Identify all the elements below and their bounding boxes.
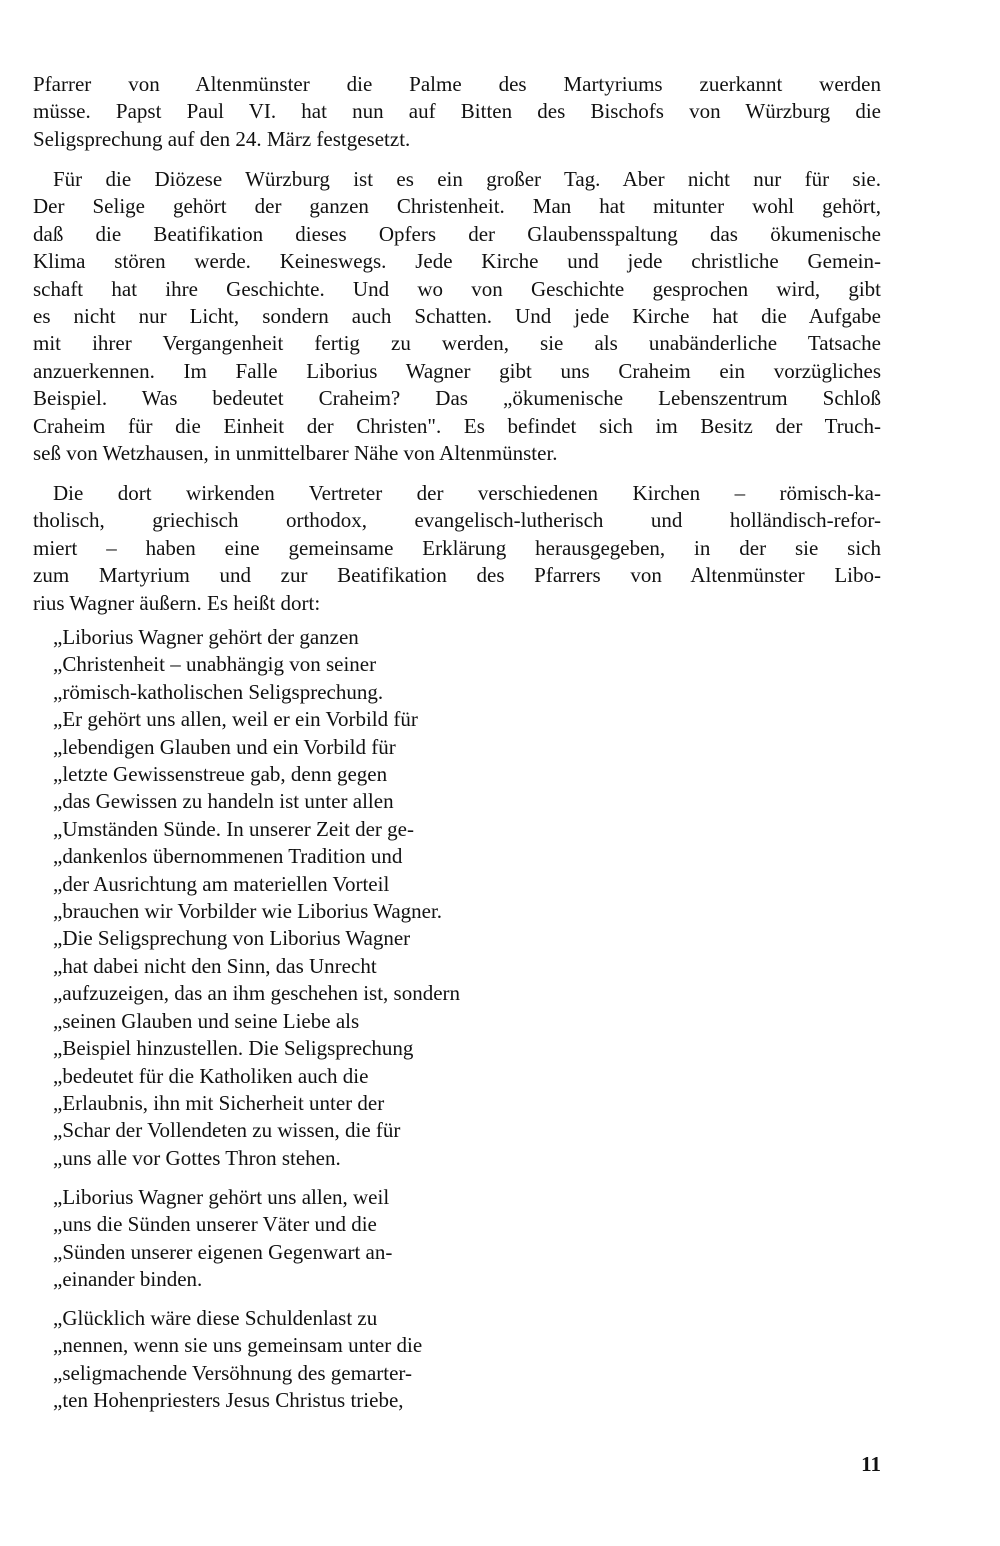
text-line: tholisch, griechisch orthodox, evangelisch-lutherisch und holländisch-refor- bbox=[33, 508, 881, 533]
text-line: schaft hat ihre Geschichte. Und wo von Geschichte gesprochen wird, gibt bbox=[33, 276, 881, 301]
quote-line: „einander binden. bbox=[53, 1267, 203, 1292]
text-line: Für die Diözese Würzburg ist es ein großer Tag. Aber nicht nur für sie. bbox=[53, 167, 881, 191]
quote-line: „Er gehört uns allen, weil er ein Vorbild für bbox=[53, 707, 418, 732]
quote-line: „aufzuzeigen, das an ihm geschehen ist, sondern bbox=[53, 981, 461, 1006]
text-line: zum Martyrium und zur Beatifikation des Pfarrers von Altenmünster Libo- bbox=[33, 563, 881, 588]
quote-line: „uns alle vor Gottes Thron stehen. bbox=[53, 1145, 341, 1170]
quote-line: „dankenlos übernommenen Tradition und bbox=[53, 844, 403, 869]
text-line: daß die Beatifikation dieses Opfers der Glaubensspaltung das ökumenische bbox=[33, 221, 881, 246]
text-line: rius Wagner äußern. Es heißt dort: bbox=[33, 590, 321, 615]
quote-line: „letzte Gewissenstreue gab, denn gegen bbox=[53, 762, 388, 787]
text-line: Klima stören werde. Keineswegs. Jede Kirche und jede christliche Gemein- bbox=[33, 249, 881, 274]
paragraph-3 bbox=[33, 480, 881, 617]
quote-block-3 bbox=[53, 1305, 613, 1415]
quote-line: „das Gewissen zu handeln ist unter allen bbox=[53, 789, 394, 814]
text-line: müsse. Papst Paul VI. hat nun auf Bitten des Bischofs von Würzburg die bbox=[33, 99, 881, 124]
quote-line: „hat dabei nicht den Sinn, das Unrecht bbox=[53, 953, 377, 978]
quote-line: „seligmachende Versöhnung des gemarter- bbox=[53, 1360, 412, 1385]
quote-line: „Umständen Sünde. In unserer Zeit der ge- bbox=[53, 816, 414, 841]
text-line: Craheim für die Einheit der Christen". Es befindet sich im Besitz der Truch- bbox=[33, 413, 881, 438]
quote-line: „ten Hohenpriesters Jesus Christus triebe, bbox=[53, 1388, 404, 1413]
paragraph-1 bbox=[33, 71, 881, 153]
text-line: Die dort wirkenden Vertreter der verschiedenen Kirchen – römisch-ka- bbox=[53, 481, 881, 505]
text-line: mit ihrer Vergangenheit fertig zu werden, sie als unabänderliche Tatsache bbox=[33, 331, 881, 356]
text-line: miert – haben eine gemeinsame Erklärung herausgegeben, in der sie sich bbox=[33, 535, 881, 560]
quote-line: „Erlaubnis, ihn mit Sicherheit unter der bbox=[53, 1090, 385, 1115]
quote-line: „Schar der Vollendeten zu wissen, die für bbox=[53, 1118, 401, 1143]
paragraph-2 bbox=[33, 166, 881, 467]
quote-line: „Glücklich wäre diese Schuldenlast zu bbox=[53, 1306, 378, 1330]
quote-line: „lebendigen Glauben und ein Vorbild für bbox=[53, 734, 396, 759]
text-line: Der Selige gehört der ganzen Christenheit. Man hat mitunter wohl gehört, bbox=[33, 194, 881, 219]
quote-line: „Christenheit – unabhängig von seiner bbox=[53, 652, 377, 677]
quote-line: „Liborius Wagner gehört uns allen, weil bbox=[53, 1185, 390, 1209]
quote-line: „nennen, wenn sie uns gemeinsam unter die bbox=[53, 1333, 423, 1358]
quote-line: „Die Seligsprechung von Liborius Wagner bbox=[53, 926, 411, 951]
text-line: anzuerkennen. Im Falle Liborius Wagner gibt uns Craheim ein vorzügliches bbox=[33, 358, 881, 383]
text-line: Beispiel. Was bedeutet Craheim? Das „ökumenische Lebenszentrum Schloß bbox=[33, 386, 881, 411]
text-line: Seligsprechung auf den 24. März festgesetzt. bbox=[33, 126, 411, 151]
text-line: Pfarrer von Altenmünster die Palme des Martyriums zuerkannt werden bbox=[33, 72, 881, 96]
quote-block-2 bbox=[53, 1184, 613, 1294]
quote-block-1 bbox=[53, 624, 613, 1172]
text-line: seß von Wetzhausen, in unmittelbarer Nähe von Altenmünster. bbox=[33, 441, 558, 466]
quote-line: „römisch-katholischen Seligsprechung. bbox=[53, 679, 384, 704]
quote-line: „seinen Glauben und seine Liebe als bbox=[53, 1008, 360, 1033]
quote-line: „bedeutet für die Katholiken auch die bbox=[53, 1063, 369, 1088]
quote-line: „uns die Sünden unserer Väter und die bbox=[53, 1212, 377, 1237]
quote-line: „Sünden unserer eigenen Gegenwart an- bbox=[53, 1239, 393, 1264]
quote-line: „Beispiel hinzustellen. Die Seligsprechung bbox=[53, 1036, 414, 1061]
quote-line: „Liborius Wagner gehört der ganzen bbox=[53, 625, 359, 649]
quote-line: „brauchen wir Vorbilder wie Liborius Wagner. bbox=[53, 899, 443, 924]
page-number: 11 bbox=[861, 1452, 881, 1476]
text-line: es nicht nur Licht, sondern auch Schatten. Und jede Kirche hat die Aufgabe bbox=[33, 304, 881, 329]
quote-line: „der Ausrichtung am materiellen Vorteil bbox=[53, 871, 390, 896]
